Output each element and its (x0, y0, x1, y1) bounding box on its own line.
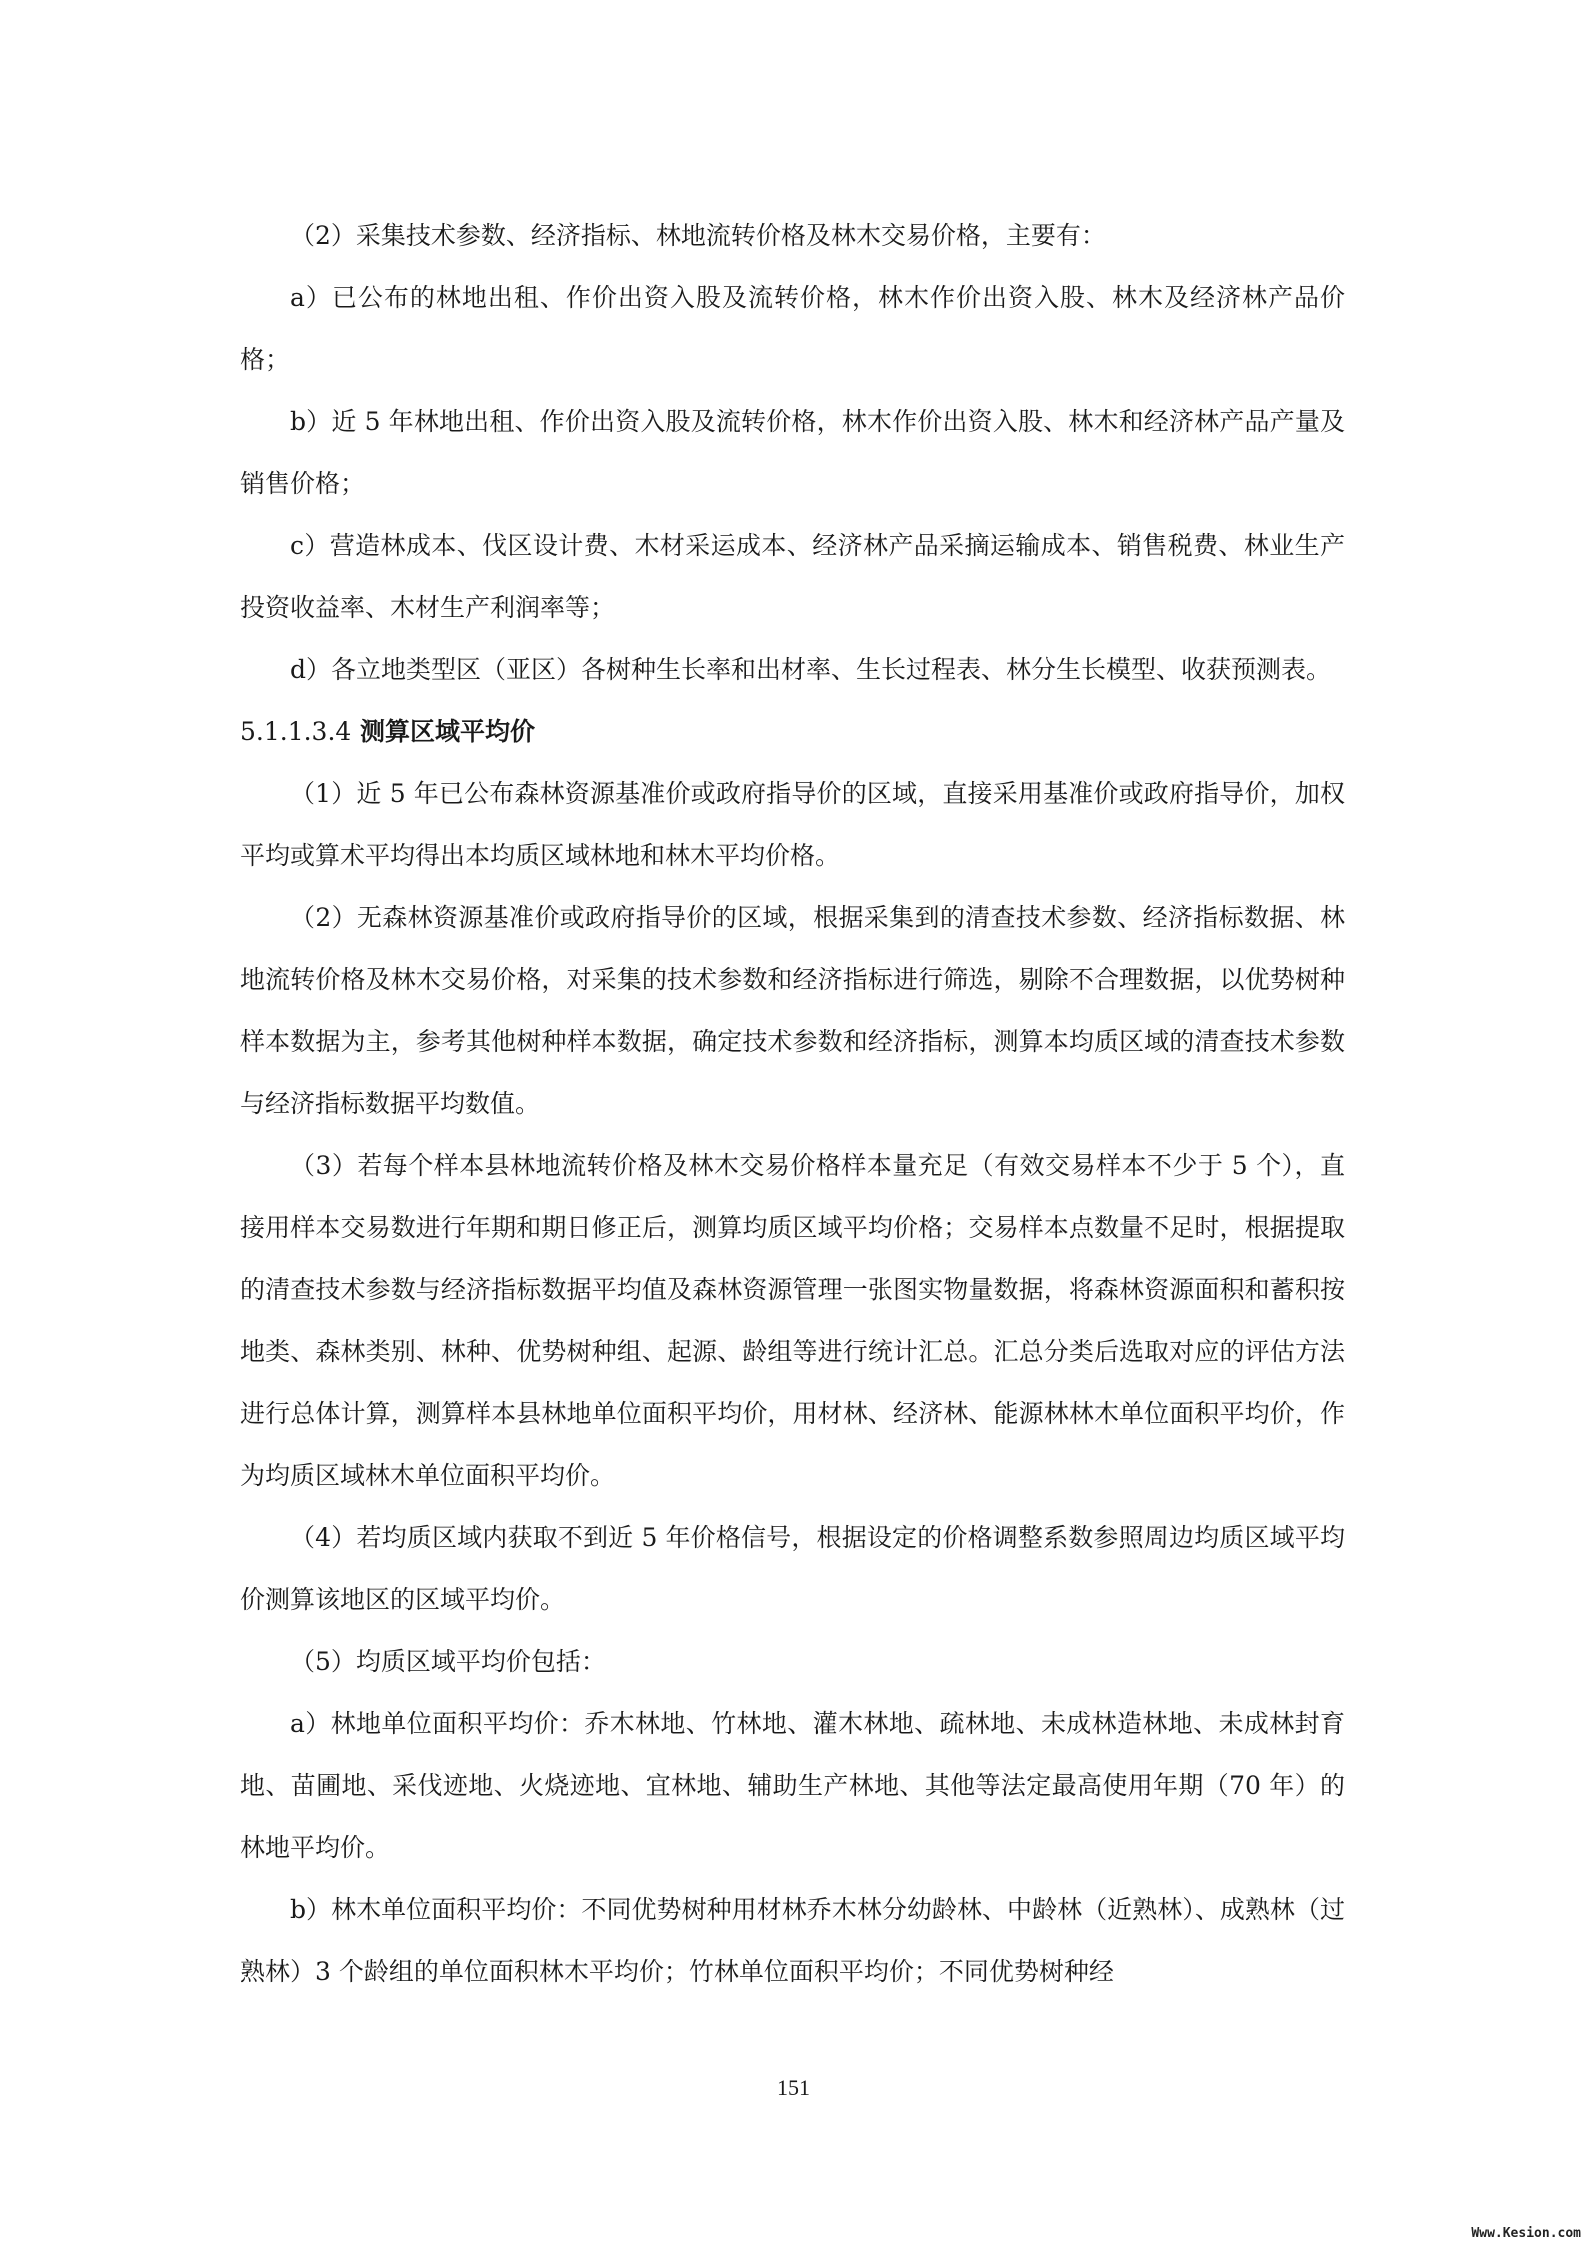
paragraph-item-b-timber-price: b）林木单位面积平均价：不同优势树种用材林乔木林分幼龄林、中龄林（近熟林）、成熟林（过熟林）3 个龄组的单位面积林木平均价；竹林单位面积平均价；不同优势树种经 (240, 1895, 1345, 1986)
paragraph-method-4: （4）若均质区域内获取不到近 5 年价格信号，根据设定的价格调整系数参照周边均质区域平均价测算该地区的区域平均价。 (240, 1523, 1345, 1614)
paragraph-item-a-published-prices: a）已公布的林地出租、作价出资入股及流转价格，林木作价出资入股、林木及经济林产品价格； (240, 283, 1345, 374)
paragraph-item-a-forestland-price: a）林地单位面积平均价：乔木林地、竹林地、灌木林地、疏林地、未成林造林地、未成林封育地、苗圃地、采伐迹地、火烧迹地、宜林地、辅助生产林地、其他等法定最高使用年期（70 年）的林地平均价。 (240, 1709, 1345, 1862)
paragraph-item-b-recent-prices: b）近 5 年林地出租、作价出资入股及流转价格，林木作价出资入股、林木和经济林产品产量及销售价格； (240, 407, 1345, 498)
paragraph-method-2: （2）无森林资源基准价或政府指导价的区域，根据采集到的清查技术参数、经济指标数据、林地流转价格及林木交易价格，对采集的技术参数和经济指标进行筛选，剔除不合理数据，以优势树种样本数据为主，参考其他树种样本数据，确定技术参数和经济指标，测算本均质区域的清查技术参数与经济指标数据平均数值。 (240, 903, 1345, 1118)
paragraph-method-3: （3）若每个样本县林地流转价格及林木交易价格样本量充足（有效交易样本不少于 5 个），直接用样本交易数进行年期和期日修正后，测算均质区域平均价格；交易样本点数量不足时，根据提取的清查技术参数与经济指标数据平均值及森林资源管理一张图实物量数据，将森林资源面积和蓄积按地类、森林类别、林种、优势树种组、起源、龄组等进行统计汇总。汇总分类后选取对应的评估方法进行总体计算，测算样本县林地单位面积平均价，用材林、经济林、能源林林木单位面积平均价，作为均质区域林木单位面积平均价。 (240, 1151, 1345, 1490)
page-number: 151 (777, 2075, 810, 2100)
section-number: 5.1.1.3.4 (240, 717, 352, 746)
paragraph-collect-params: （2）采集技术参数、经济指标、林地流转价格及林木交易价格，主要有： (290, 221, 1106, 250)
paragraph-method-5: （5）均质区域平均价包括： (290, 1647, 606, 1676)
paragraph-item-d-growth-rates: d）各立地类型区（亚区）各树种生长率和出材率、生长过程表、林分生长模型、收获预测表。 (290, 655, 1332, 684)
watermark: Www.Kesion.com (1471, 2226, 1581, 2241)
section-title: 测算区域平均价 (360, 717, 536, 746)
paragraph-method-1: （1）近 5 年已公布森林资源基准价或政府指导价的区域，直接采用基准价或政府指导价，加权平均或算术平均得出本均质区域林地和林木平均价格。 (240, 779, 1345, 870)
document-body (240, 205, 1345, 2003)
paragraph-item-c-costs: c）营造林成本、伐区设计费、木材采运成本、经济林产品采摘运输成本、销售税费、林业生产投资收益率、木材生产利润率等； (240, 531, 1345, 622)
section-heading (240, 701, 1345, 763)
